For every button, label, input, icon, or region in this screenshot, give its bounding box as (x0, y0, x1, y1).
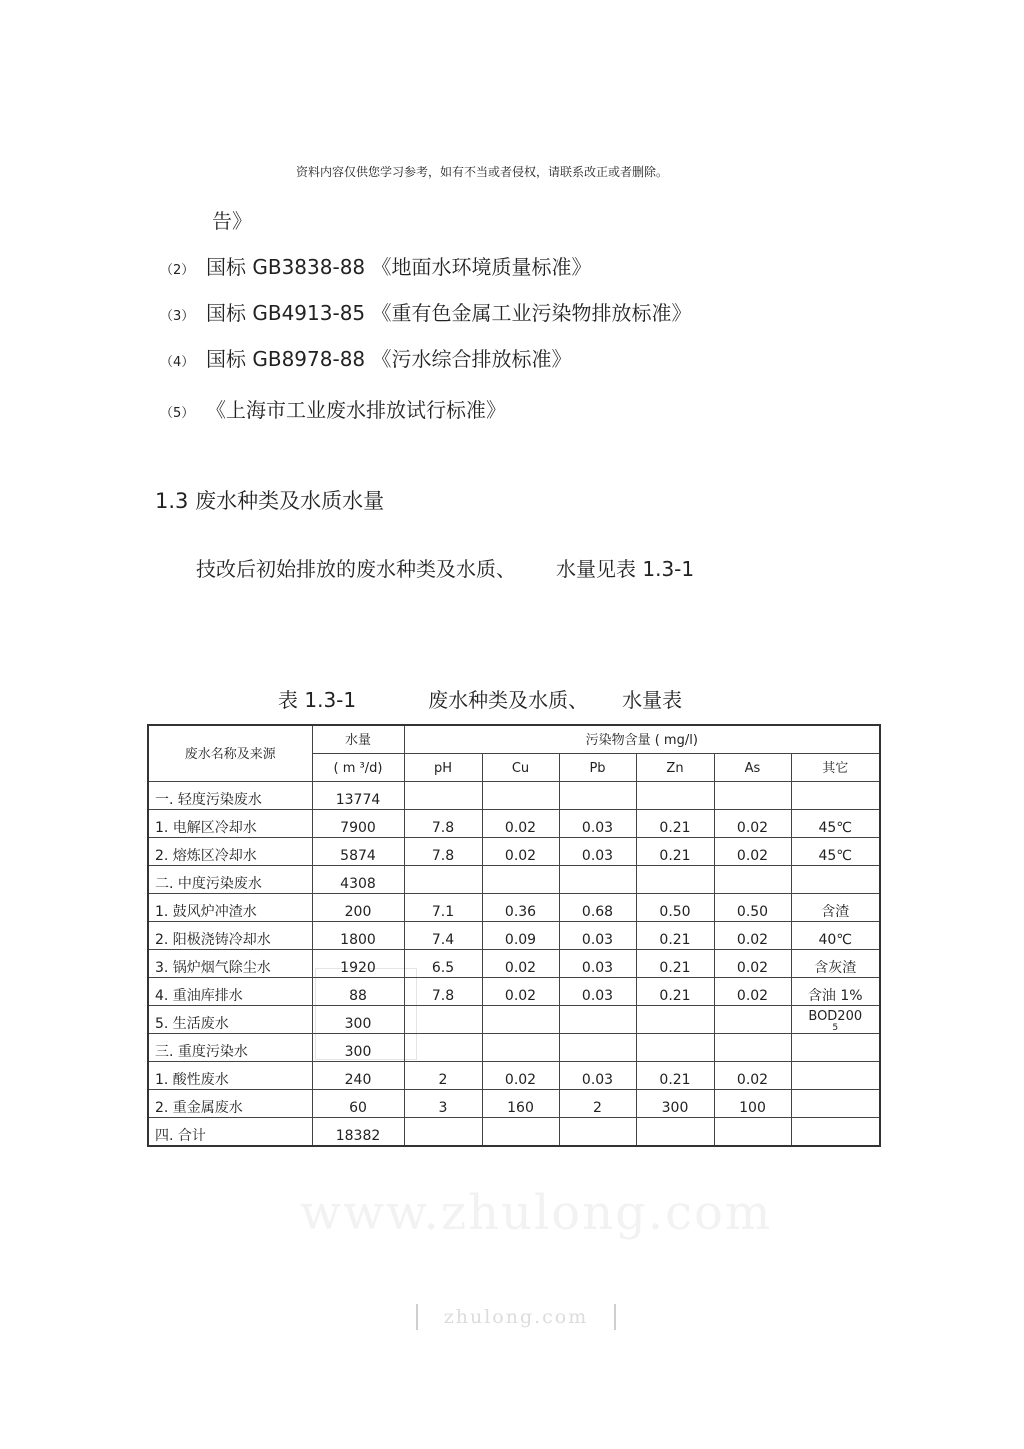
cell-text: 7.8 (431, 988, 455, 1004)
cell-cu (482, 1118, 559, 1147)
cell-pb (559, 1062, 636, 1090)
cell-text: 240 (344, 1072, 372, 1088)
caption-label: 表 1.3-1 (278, 688, 357, 712)
cell-name (148, 1090, 312, 1118)
cell-flow (312, 810, 404, 838)
cell-name (148, 894, 312, 922)
cell-as (714, 894, 791, 922)
cell-text: 0.36 (504, 904, 537, 920)
watermark-text: www.zhulong.com (300, 1185, 773, 1241)
cell-zn (636, 950, 714, 978)
cell-name (148, 866, 312, 894)
cell-cu (482, 1090, 559, 1118)
table-header-row (148, 725, 880, 754)
cell-text: 0.50 (659, 904, 691, 920)
cell-ph (404, 1034, 482, 1062)
section-heading: 1.3 废水种类及水质水量 (155, 489, 385, 513)
cell-text: 4. 重油库排水 (155, 988, 243, 1004)
caption-title: 废水种类及水质、 (428, 688, 589, 712)
reference-number: （5） (160, 406, 195, 421)
reference-number: （3） (160, 309, 195, 324)
cell-flow (312, 922, 404, 950)
reference-text: 国标 GB8978-88 《污水综合排放标准》 (206, 347, 572, 371)
cell-text: 1. 鼓风炉冲渣水 (155, 904, 257, 920)
cell-zn (636, 782, 714, 810)
table-row (148, 1034, 880, 1062)
cell-text: 含灰渣 (814, 960, 857, 976)
cell-name (148, 978, 312, 1006)
cell-flow (312, 782, 404, 810)
cell-cu (482, 782, 559, 810)
cell-flow (312, 838, 404, 866)
cell-text: 含油 1% (807, 988, 863, 1004)
header-col: Cu (482, 754, 559, 782)
cell-as (714, 810, 791, 838)
cell-flow (312, 894, 404, 922)
cell-text: 四. 合计 (155, 1128, 206, 1144)
cell-text: 含渣 (821, 904, 850, 920)
continued-text: 告》 (212, 209, 252, 233)
table-row (148, 978, 880, 1006)
header-col: Pb (559, 754, 636, 782)
paragraph-part: 水量见表 1.3-1 (556, 557, 695, 581)
cell-text: 0.21 (659, 932, 691, 948)
cell-as (714, 1034, 791, 1062)
cell-text: 0.02 (504, 820, 537, 836)
cell-text: 0.21 (659, 820, 691, 836)
cell-text: 二. 中度污染废水 (155, 876, 262, 892)
cell-ph (404, 1118, 482, 1147)
cell-text: 2 (593, 1100, 602, 1116)
cell-text: 1. 电解区冷却水 (155, 820, 257, 836)
cell-cu (482, 978, 559, 1006)
cell-flow (312, 1090, 404, 1118)
cell-text: 0.03 (581, 988, 614, 1004)
cell-text: 0.68 (581, 904, 614, 920)
cell-text: 0.02 (736, 988, 769, 1004)
header-flow: 水量 (312, 725, 404, 754)
table-row (148, 782, 880, 810)
cell-text: 6.5 (431, 960, 455, 976)
table-row (148, 950, 880, 978)
cell-as (714, 978, 791, 1006)
cell-pb (559, 866, 636, 894)
cell-text: 0.21 (659, 960, 691, 976)
cell-zn (636, 838, 714, 866)
cell-other (791, 1062, 880, 1090)
table-row (148, 1006, 880, 1034)
cell-zn (636, 894, 714, 922)
table-body (148, 782, 880, 1147)
cell-text: 1920 (340, 960, 376, 976)
cell-pb (559, 1118, 636, 1147)
reference-item (160, 394, 506, 423)
cell-ph (404, 978, 482, 1006)
cell-text: 0.02 (504, 960, 537, 976)
cell-pb (559, 782, 636, 810)
cell-as (714, 1090, 791, 1118)
cell-other (791, 838, 880, 866)
cell-text: 一. 轻度污染废水 (155, 792, 262, 808)
cell-text: 45℃ (818, 820, 853, 836)
cell-zn (636, 1034, 714, 1062)
cell-as (714, 838, 791, 866)
caption-title: 水量表 (622, 688, 683, 712)
cell-text: 3. 锅炉烟气除尘水 (155, 960, 271, 976)
cell-as (714, 866, 791, 894)
cell-text: 1800 (340, 932, 376, 948)
cell-text: 0.03 (581, 1072, 614, 1088)
cell-ph (404, 1006, 482, 1034)
cell-text: 45℃ (818, 848, 853, 864)
cell-other (791, 1034, 880, 1062)
cell-text: 2. 阳极浇铸冷却水 (155, 932, 271, 948)
cell-other (791, 782, 880, 810)
cell-text: 0.03 (581, 820, 614, 836)
reference-number: （4） (160, 355, 195, 370)
cell-text: 300 (344, 1044, 372, 1060)
cell-cu (482, 866, 559, 894)
cell-ph (404, 866, 482, 894)
cell-flow (312, 866, 404, 894)
header-flow-unit: ( m ³/d) (312, 754, 404, 782)
header-pollutant: 污染物含量 ( mg/l) (404, 725, 880, 754)
copyright-notice: 资料内容仅供您学习参考，如有不当或者侵权，请联系改正或者删除。 (295, 165, 668, 179)
cell-flow (312, 1006, 404, 1034)
header-col: pH (404, 754, 482, 782)
table-caption (278, 684, 682, 713)
cell-text: 0.21 (659, 1072, 691, 1088)
cell-ph (404, 1062, 482, 1090)
cell-zn (636, 978, 714, 1006)
cell-text: 5. 生活废水 (155, 1016, 229, 1032)
cell-zn (636, 1062, 714, 1090)
table-row (148, 866, 880, 894)
cell-zn (636, 1090, 714, 1118)
reference-item (160, 343, 572, 372)
cell-subscript: 5 (832, 1023, 839, 1033)
cell-as (714, 1118, 791, 1147)
cell-pb (559, 1034, 636, 1062)
cell-text: 40℃ (818, 932, 853, 948)
cell-text: 13774 (335, 792, 381, 808)
cell-name (148, 1006, 312, 1034)
reference-item (160, 251, 592, 280)
cell-flow (312, 1118, 404, 1147)
cell-text: 0.02 (736, 848, 769, 864)
cell-text: 300 (661, 1100, 689, 1116)
table-row (148, 922, 880, 950)
cell-pb (559, 978, 636, 1006)
cell-cu (482, 838, 559, 866)
cell-text: 三. 重度污染水 (155, 1044, 248, 1060)
reference-text: 国标 GB4913-85 《重有色金属工业污染物排放标准》 (206, 301, 692, 325)
cell-ph (404, 810, 482, 838)
watermark-box: zhulong.com (416, 1304, 616, 1330)
cell-text: 200 (344, 904, 372, 920)
cell-zn (636, 1006, 714, 1034)
cell-other (791, 866, 880, 894)
cell-text: 1. 酸性废水 (155, 1072, 229, 1088)
table-row (148, 1118, 880, 1147)
cell-cu (482, 1006, 559, 1034)
table-row (148, 810, 880, 838)
cell-zn (636, 1118, 714, 1147)
header-name: 废水名称及来源 (148, 725, 312, 782)
cell-text: 0.02 (504, 1072, 537, 1088)
cell-text: 2. 重金属废水 (155, 1100, 243, 1116)
cell-flow (312, 978, 404, 1006)
cell-text: 3 (438, 1100, 448, 1116)
cell-name (148, 1118, 312, 1147)
cell-flow (312, 950, 404, 978)
cell-text: 2. 熔炼区冷却水 (155, 848, 257, 864)
cell-name (148, 810, 312, 838)
cell-name (148, 838, 312, 866)
cell-text: 100 (739, 1100, 766, 1116)
header-col: Zn (636, 754, 714, 782)
cell-pb (559, 838, 636, 866)
cell-other (791, 1118, 880, 1147)
cell-pb (559, 1090, 636, 1118)
cell-zn (636, 866, 714, 894)
cell-text: 4308 (340, 876, 376, 892)
header-col: As (714, 754, 791, 782)
cell-name (148, 950, 312, 978)
cell-text: 0.02 (736, 960, 769, 976)
body-paragraph (196, 553, 694, 582)
cell-other (791, 894, 880, 922)
cell-ph (404, 894, 482, 922)
cell-cu (482, 950, 559, 978)
cell-text: 0.02 (736, 820, 769, 836)
cell-text: 7.1 (431, 904, 455, 920)
cell-ph (404, 782, 482, 810)
table-row (148, 894, 880, 922)
cell-text: 0.50 (736, 904, 769, 920)
cell-text: 7.8 (431, 848, 455, 864)
cell-pb (559, 922, 636, 950)
cell-text: 18382 (335, 1128, 381, 1144)
cell-flow (312, 1062, 404, 1090)
table-row (148, 838, 880, 866)
cell-name (148, 922, 312, 950)
cell-as (714, 1006, 791, 1034)
cell-ph (404, 950, 482, 978)
cell-text: 0.21 (659, 848, 691, 864)
cell-text: 0.09 (504, 932, 537, 948)
cell-text: 160 (507, 1100, 534, 1116)
cell-ph (404, 922, 482, 950)
cell-as (714, 950, 791, 978)
cell-name (148, 1062, 312, 1090)
cell-as (714, 782, 791, 810)
paragraph-part: 技改后初始排放的废水种类及水质、 (196, 557, 516, 581)
cell-text: 0.02 (504, 848, 537, 864)
cell-other (791, 810, 880, 838)
cell-other (791, 922, 880, 950)
cell-as (714, 922, 791, 950)
cell-zn (636, 922, 714, 950)
cell-other (791, 950, 880, 978)
cell-text: 88 (349, 988, 367, 1004)
cell-text: 60 (349, 1100, 367, 1116)
reference-text: 国标 GB3838-88 《地面水环境质量标准》 (206, 255, 592, 279)
cell-flow (312, 1034, 404, 1062)
cell-pb (559, 894, 636, 922)
cell-text: 0.02 (736, 1072, 769, 1088)
cell-text: 7900 (340, 820, 376, 836)
cell-cu (482, 922, 559, 950)
table-row (148, 1090, 880, 1118)
cell-text: 0.02 (736, 932, 769, 948)
cell-ph (404, 838, 482, 866)
cell-text: 300 (344, 1016, 372, 1032)
cell-cu (482, 1034, 559, 1062)
cell-cu (482, 1062, 559, 1090)
table-row (148, 1062, 880, 1090)
cell-text: 0.02 (504, 988, 537, 1004)
cell-text: 0.03 (581, 960, 614, 976)
cell-name (148, 782, 312, 810)
cell-text: BOD200 (808, 1009, 863, 1024)
cell-cu (482, 810, 559, 838)
cell-text: 2 (438, 1072, 448, 1088)
reference-item (160, 297, 692, 326)
cell-pb (559, 1006, 636, 1034)
wastewater-table (147, 724, 881, 1147)
cell-text: 7.4 (431, 932, 455, 948)
cell-ph (404, 1090, 482, 1118)
reference-text: 《上海市工业废水排放试行标准》 (206, 398, 506, 422)
reference-number: （2） (160, 263, 195, 278)
cell-cu (482, 894, 559, 922)
cell-other (791, 978, 880, 1006)
cell-other (791, 1090, 880, 1118)
cell-text: 7.8 (431, 820, 455, 836)
cell-other (791, 1006, 880, 1034)
header-col: 其它 (791, 754, 880, 782)
cell-pb (559, 950, 636, 978)
cell-zn (636, 810, 714, 838)
cell-name (148, 1034, 312, 1062)
cell-as (714, 1062, 791, 1090)
cell-text: 0.21 (659, 988, 691, 1004)
cell-text: 0.03 (581, 932, 614, 948)
cell-text: 5874 (340, 848, 376, 864)
cell-pb (559, 810, 636, 838)
cell-text: 0.03 (581, 848, 614, 864)
